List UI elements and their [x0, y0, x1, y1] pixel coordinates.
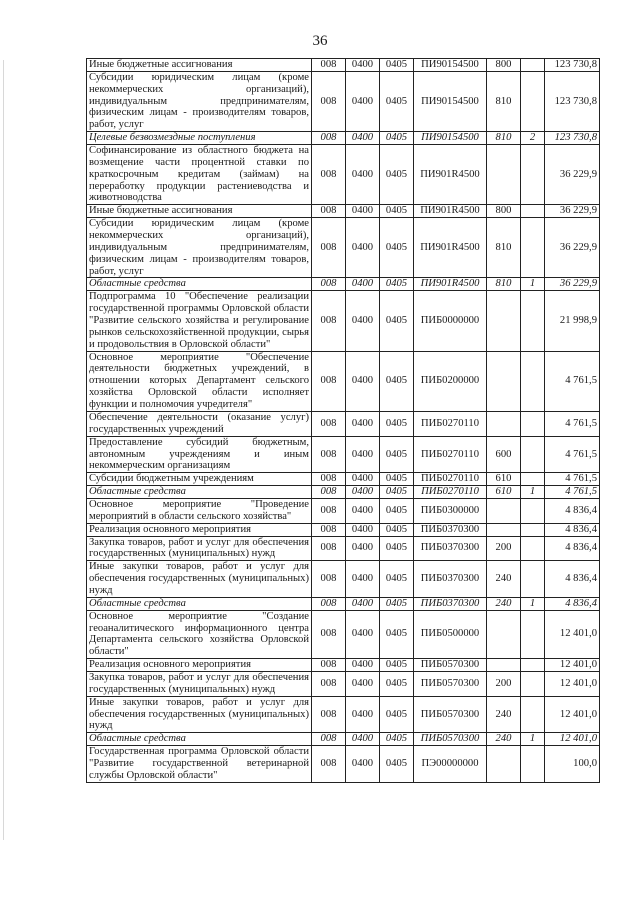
table-row: [87, 436, 600, 473]
expense-type-cell: 810: [487, 132, 521, 145]
section-code-cell: 0400: [346, 218, 380, 278]
subsection-code-cell: 0405: [380, 411, 414, 436]
table-row: [87, 473, 600, 486]
target-article-cell: ПИБ0370300: [414, 523, 487, 536]
target-article-cell: ПИБ0200000: [414, 351, 487, 411]
department-code-cell: 008: [312, 597, 346, 610]
amount-cell: 36 229,9: [545, 278, 600, 291]
expense-type-cell: 610: [487, 486, 521, 499]
funding-source-cell: [521, 411, 545, 436]
target-article-cell: ПИБ0370300: [414, 561, 487, 598]
item-name-cell: Целевые безвозмездные поступления: [87, 132, 312, 145]
section-code-cell: 0400: [346, 671, 380, 696]
table-row: [87, 733, 600, 746]
table-row: [87, 132, 600, 145]
item-name-cell: Субсидии бюджетным учреждениям: [87, 473, 312, 486]
item-name-cell: Областные средства: [87, 278, 312, 291]
amount-cell: 4 761,5: [545, 486, 600, 499]
item-name-cell: Основное мероприятие "Создание геоаналитического информационного центра Департамента сельского хозяйства Орловской области": [87, 610, 312, 658]
section-code-cell: 0400: [346, 696, 380, 733]
target-article-cell: ПИБ0570300: [414, 696, 487, 733]
item-name-cell: Областные средства: [87, 486, 312, 499]
amount-cell: 12 401,0: [545, 659, 600, 672]
section-code-cell: 0400: [346, 733, 380, 746]
section-code-cell: 0400: [346, 145, 380, 205]
amount-cell: 36 229,9: [545, 218, 600, 278]
subsection-code-cell: 0405: [380, 498, 414, 523]
department-code-cell: 008: [312, 132, 346, 145]
target-article-cell: ПИ90154500: [414, 59, 487, 72]
table-row: [87, 291, 600, 351]
expense-type-cell: [487, 498, 521, 523]
item-name-cell: Софинансирование из областного бюджета на возмещение части процентной ставки по краткосрочным кредитам (займам) на переработку продукции растениеводства и животноводства: [87, 145, 312, 205]
item-name-cell: Основное мероприятие "Проведение мероприятий в области сельского хозяйства": [87, 498, 312, 523]
subsection-code-cell: 0405: [380, 205, 414, 218]
subsection-code-cell: 0405: [380, 523, 414, 536]
expense-type-cell: 240: [487, 696, 521, 733]
target-article-cell: ПИ90154500: [414, 132, 487, 145]
table-row: [87, 411, 600, 436]
department-code-cell: 008: [312, 610, 346, 658]
subsection-code-cell: 0405: [380, 291, 414, 351]
funding-source-cell: [521, 473, 545, 486]
subsection-code-cell: 0405: [380, 486, 414, 499]
target-article-cell: ПИ901R4500: [414, 205, 487, 218]
amount-cell: 4 836,4: [545, 498, 600, 523]
expense-type-cell: 200: [487, 536, 521, 561]
target-article-cell: ПИБ0000000: [414, 291, 487, 351]
funding-source-cell: [521, 218, 545, 278]
expense-type-cell: 240: [487, 597, 521, 610]
item-name-cell: Реализация основного мероприятия: [87, 659, 312, 672]
funding-source-cell: [521, 59, 545, 72]
department-code-cell: 008: [312, 536, 346, 561]
section-code-cell: 0400: [346, 498, 380, 523]
funding-source-cell: [521, 498, 545, 523]
target-article-cell: ПИБ0370300: [414, 597, 487, 610]
department-code-cell: 008: [312, 291, 346, 351]
department-code-cell: 008: [312, 278, 346, 291]
item-name-cell: Закупка товаров, работ и услуг для обеспечения государственных (муниципальных) нужд: [87, 536, 312, 561]
subsection-code-cell: 0405: [380, 536, 414, 561]
department-code-cell: 008: [312, 671, 346, 696]
target-article-cell: ПИБ0570300: [414, 659, 487, 672]
item-name-cell: Иные бюджетные ассигнования: [87, 59, 312, 72]
subsection-code-cell: 0405: [380, 561, 414, 598]
funding-source-cell: [521, 205, 545, 218]
section-code-cell: 0400: [346, 536, 380, 561]
section-code-cell: 0400: [346, 523, 380, 536]
target-article-cell: ПИБ0570300: [414, 733, 487, 746]
target-article-cell: ПИБ0270110: [414, 473, 487, 486]
section-code-cell: 0400: [346, 411, 380, 436]
table-row: [87, 561, 600, 598]
item-name-cell: Государственная программа Орловской области "Развитие государственной ветеринарной службы Орловской области": [87, 746, 312, 783]
expense-type-cell: 800: [487, 59, 521, 72]
subsection-code-cell: 0405: [380, 145, 414, 205]
section-code-cell: 0400: [346, 278, 380, 291]
item-name-cell: Субсидии юридическим лицам (кроме некоммерческих организаций), индивидуальным предпринимателям, физическим лицам - производителям товаров, работ, услуг: [87, 218, 312, 278]
expense-type-cell: [487, 351, 521, 411]
amount-cell: 12 401,0: [545, 733, 600, 746]
funding-source-cell: [521, 523, 545, 536]
amount-cell: 12 401,0: [545, 696, 600, 733]
department-code-cell: 008: [312, 659, 346, 672]
table-row: [87, 696, 600, 733]
department-code-cell: 008: [312, 696, 346, 733]
subsection-code-cell: 0405: [380, 71, 414, 131]
page-number: 36: [312, 33, 328, 49]
scan-margin-line: [3, 60, 4, 840]
amount-cell: 4 761,5: [545, 411, 600, 436]
subsection-code-cell: 0405: [380, 132, 414, 145]
funding-source-cell: [521, 436, 545, 473]
item-name-cell: Областные средства: [87, 597, 312, 610]
subsection-code-cell: 0405: [380, 278, 414, 291]
expense-type-cell: 240: [487, 733, 521, 746]
funding-source-cell: [521, 145, 545, 205]
section-code-cell: 0400: [346, 659, 380, 672]
department-code-cell: 008: [312, 71, 346, 131]
amount-cell: 4 761,5: [545, 473, 600, 486]
funding-source-cell: 2: [521, 132, 545, 145]
section-code-cell: 0400: [346, 610, 380, 658]
item-name-cell: Субсидии юридическим лицам (кроме некоммерческих организаций), индивидуальным предпринимателям, физическим лицам - производителям товаров, работ, услуг: [87, 71, 312, 131]
section-code-cell: 0400: [346, 59, 380, 72]
expense-type-cell: [487, 411, 521, 436]
amount-cell: 123 730,8: [545, 132, 600, 145]
subsection-code-cell: 0405: [380, 473, 414, 486]
amount-cell: 4 836,4: [545, 561, 600, 598]
department-code-cell: 008: [312, 436, 346, 473]
subsection-code-cell: 0405: [380, 746, 414, 783]
expense-type-cell: 810: [487, 278, 521, 291]
expense-type-cell: [487, 659, 521, 672]
table-row: [87, 486, 600, 499]
section-code-cell: 0400: [346, 486, 380, 499]
table-row: [87, 597, 600, 610]
expense-type-cell: 600: [487, 436, 521, 473]
table-row: [87, 671, 600, 696]
table-row: [87, 59, 600, 72]
target-article-cell: ПИ901R4500: [414, 218, 487, 278]
target-article-cell: ПИБ0270110: [414, 411, 487, 436]
amount-cell: 100,0: [545, 746, 600, 783]
amount-cell: 4 761,5: [545, 436, 600, 473]
department-code-cell: 008: [312, 486, 346, 499]
target-article-cell: ПИБ0570300: [414, 671, 487, 696]
funding-source-cell: [521, 696, 545, 733]
expense-type-cell: [487, 291, 521, 351]
expense-type-cell: 200: [487, 671, 521, 696]
department-code-cell: 008: [312, 59, 346, 72]
section-code-cell: 0400: [346, 205, 380, 218]
item-name-cell: Реализация основного мероприятия: [87, 523, 312, 536]
table-row: [87, 218, 600, 278]
expense-type-cell: [487, 746, 521, 783]
department-code-cell: 008: [312, 205, 346, 218]
target-article-cell: ПИ901R4500: [414, 278, 487, 291]
expense-type-cell: 800: [487, 205, 521, 218]
subsection-code-cell: 0405: [380, 351, 414, 411]
funding-source-cell: [521, 351, 545, 411]
department-code-cell: 008: [312, 733, 346, 746]
item-name-cell: Областные средства: [87, 733, 312, 746]
item-name-cell: Иные закупки товаров, работ и услуг для обеспечения государственных (муниципальных) нужд: [87, 696, 312, 733]
expense-type-cell: 810: [487, 218, 521, 278]
department-code-cell: 008: [312, 218, 346, 278]
table-row: [87, 659, 600, 672]
department-code-cell: 008: [312, 145, 346, 205]
target-article-cell: ПИБ0270110: [414, 486, 487, 499]
item-name-cell: Иные бюджетные ассигнования: [87, 205, 312, 218]
expense-type-cell: [487, 610, 521, 658]
subsection-code-cell: 0405: [380, 671, 414, 696]
amount-cell: 36 229,9: [545, 145, 600, 205]
budget-table: [86, 58, 600, 783]
funding-source-cell: 1: [521, 486, 545, 499]
target-article-cell: ПИБ0270110: [414, 436, 487, 473]
table-row: [87, 746, 600, 783]
amount-cell: 36 229,9: [545, 205, 600, 218]
subsection-code-cell: 0405: [380, 610, 414, 658]
section-code-cell: 0400: [346, 351, 380, 411]
department-code-cell: 008: [312, 473, 346, 486]
target-article-cell: ПИБ0500000: [414, 610, 487, 658]
amount-cell: 4 761,5: [545, 351, 600, 411]
funding-source-cell: [521, 746, 545, 783]
amount-cell: 4 836,4: [545, 523, 600, 536]
department-code-cell: 008: [312, 561, 346, 598]
funding-source-cell: [521, 291, 545, 351]
section-code-cell: 0400: [346, 71, 380, 131]
expense-type-cell: [487, 523, 521, 536]
target-article-cell: ПИБ0300000: [414, 498, 487, 523]
item-name-cell: Иные закупки товаров, работ и услуг для обеспечения государственных (муниципальных) нужд: [87, 561, 312, 598]
subsection-code-cell: 0405: [380, 436, 414, 473]
section-code-cell: 0400: [346, 436, 380, 473]
target-article-cell: ПЭ00000000: [414, 746, 487, 783]
item-name-cell: Закупка товаров, работ и услуг для обеспечения государственных (муниципальных) нужд: [87, 671, 312, 696]
table-row: [87, 351, 600, 411]
table-row: [87, 278, 600, 291]
expense-type-cell: 240: [487, 561, 521, 598]
department-code-cell: 008: [312, 411, 346, 436]
department-code-cell: 008: [312, 523, 346, 536]
item-name-cell: Основное мероприятие "Обеспечение деятельности бюджетных учреждений, в отношении которых Департамент сельского хозяйства Орловской области исполняет функции и полномочия учредителя": [87, 351, 312, 411]
funding-source-cell: 1: [521, 733, 545, 746]
amount-cell: 4 836,4: [545, 536, 600, 561]
funding-source-cell: 1: [521, 278, 545, 291]
amount-cell: 12 401,0: [545, 610, 600, 658]
funding-source-cell: [521, 536, 545, 561]
table-row: [87, 610, 600, 658]
subsection-code-cell: 0405: [380, 659, 414, 672]
amount-cell: 21 998,9: [545, 291, 600, 351]
section-code-cell: 0400: [346, 291, 380, 351]
table-row: [87, 498, 600, 523]
funding-source-cell: [521, 659, 545, 672]
funding-source-cell: [521, 561, 545, 598]
table-row: [87, 71, 600, 131]
amount-cell: 12 401,0: [545, 671, 600, 696]
subsection-code-cell: 0405: [380, 597, 414, 610]
section-code-cell: 0400: [346, 561, 380, 598]
expense-type-cell: [487, 145, 521, 205]
section-code-cell: 0400: [346, 597, 380, 610]
expense-type-cell: 810: [487, 71, 521, 131]
table-row: [87, 145, 600, 205]
department-code-cell: 008: [312, 746, 346, 783]
subsection-code-cell: 0405: [380, 733, 414, 746]
table-row: [87, 523, 600, 536]
expense-type-cell: 610: [487, 473, 521, 486]
funding-source-cell: [521, 610, 545, 658]
section-code-cell: 0400: [346, 132, 380, 145]
section-code-cell: 0400: [346, 473, 380, 486]
target-article-cell: ПИ901R4500: [414, 145, 487, 205]
department-code-cell: 008: [312, 498, 346, 523]
item-name-cell: Предоставление субсидий бюджетным, автономным учреждениям и иным некоммерческим организациям: [87, 436, 312, 473]
item-name-cell: Подпрограмма 10 "Обеспечение реализации государственной программы Орловской области "Развитие сельского хозяйства и регулирование рынков сельскохозяйственной продукции, сырья и продовольствия в Орловской области": [87, 291, 312, 351]
funding-source-cell: 1: [521, 597, 545, 610]
target-article-cell: ПИБ0370300: [414, 536, 487, 561]
subsection-code-cell: 0405: [380, 59, 414, 72]
target-article-cell: ПИ90154500: [414, 71, 487, 131]
table-row: [87, 205, 600, 218]
subsection-code-cell: 0405: [380, 696, 414, 733]
funding-source-cell: [521, 71, 545, 131]
amount-cell: 4 836,4: [545, 597, 600, 610]
amount-cell: 123 730,8: [545, 59, 600, 72]
table-row: [87, 536, 600, 561]
item-name-cell: Обеспечение деятельности (оказание услуг) государственных учреждений: [87, 411, 312, 436]
budget-table-body: [87, 59, 600, 783]
section-code-cell: 0400: [346, 746, 380, 783]
department-code-cell: 008: [312, 351, 346, 411]
funding-source-cell: [521, 671, 545, 696]
subsection-code-cell: 0405: [380, 218, 414, 278]
amount-cell: 123 730,8: [545, 71, 600, 131]
